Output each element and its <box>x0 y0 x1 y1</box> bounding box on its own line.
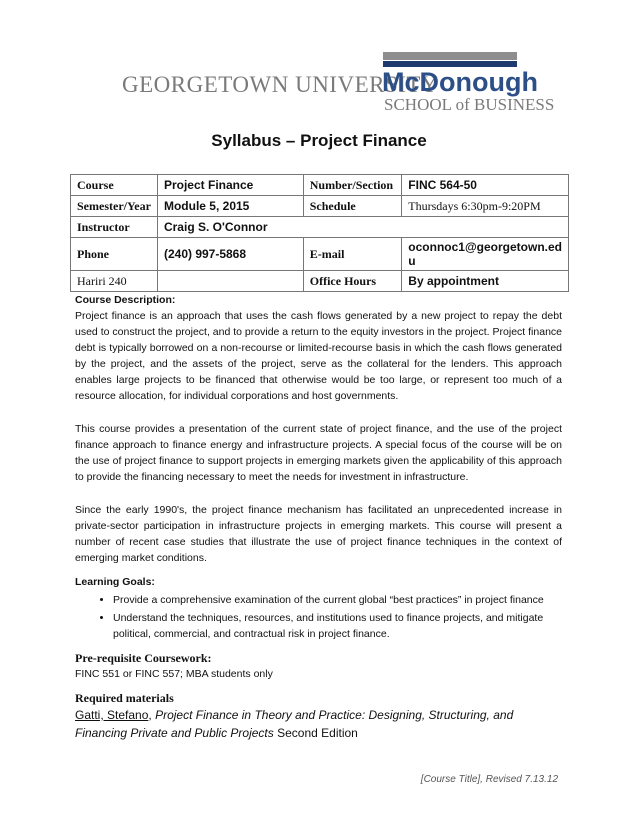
learning-goals-list <box>75 592 562 642</box>
list-item: • Understand the techniques, resources, and institutions used to finance projects, and mitigate political, commercial, and contractual risk in project finance. <box>113 610 562 642</box>
office-hours-value: By appointment <box>402 271 569 292</box>
phone-label: Phone <box>71 238 158 271</box>
book-edition: Second Edition <box>273 726 358 740</box>
syllabus-body <box>75 292 562 742</box>
empty-cell <box>402 217 569 238</box>
course-info-table <box>70 174 569 292</box>
office-location-value <box>157 271 303 292</box>
prerequisite-heading: Pre-requisite Coursework: <box>75 651 212 665</box>
course-description-heading: Course Description: <box>75 294 176 306</box>
book-separator: , <box>148 708 156 722</box>
number-section-value: FINC 564-50 <box>402 175 569 196</box>
list-item: • Provide a comprehensive examination of the current global “best practices” in project finance <box>113 592 562 608</box>
table-row <box>71 271 569 292</box>
instructor-label: Instructor <box>71 217 158 238</box>
empty-cell <box>303 217 402 238</box>
table-row <box>71 217 569 238</box>
prerequisite-text: FINC 551 or FINC 557; MBA students only <box>75 668 273 680</box>
instructor-value: Craig S. O'Connor <box>157 217 303 238</box>
description-paragraph: This course provides a presentation of the current state of project finance, and the use of the project finance approach to finance energy and infrastructure projects. A special focus of the course will be on the use of project finance to support projects in emerging markets given the applicability of this approach to provide the financing necessary to meet the needs for investment in infrastructure. <box>75 423 562 483</box>
schedule-value: Thursdays 6:30pm-9:20PM <box>402 196 569 217</box>
university-logo <box>122 67 555 114</box>
schedule-label: Schedule <box>303 196 402 217</box>
page-title: Syllabus – Project Finance <box>211 131 427 150</box>
table-row <box>71 196 569 217</box>
logo-school-name: McDonough <box>382 67 538 97</box>
email-value[interactable]: oconnoc1@georgetown.ed u <box>402 238 569 271</box>
book-title: Project Finance in Theory and Practice: Designing, Structuring, and Financing Private and Public Projects <box>75 708 514 740</box>
header-rule <box>383 52 517 67</box>
email-label: E-mail <box>303 238 402 271</box>
required-materials-heading: Required materials <box>75 691 174 705</box>
phone-value: (240) 997-5868 <box>157 238 303 271</box>
semester-label: Semester/Year <box>71 196 158 217</box>
table-row <box>71 175 569 196</box>
number-section-label: Number/Section <box>303 175 402 196</box>
learning-goals-heading: Learning Goals: <box>75 576 155 588</box>
table-row <box>71 238 569 271</box>
description-paragraph: Project finance is an approach that uses the cash flows generated by a new project to repay the debt used to construct the project, and to provide a return to the equity investors in the project. Project finance debt is typically borrowed on a non-recourse or limited-recourse basis in which the cash flows generated by the project, and the assets of the project, serve as the collateral for the lenders. This approach enables large projects to be financed that otherwise would be too large, or represent too much of a resource allocation, for individual corporations and host governments. <box>75 310 562 402</box>
description-paragraph: Since the early 1990's, the project finance mechanism has facilitated an unprecedented increase in private-sector participation in infrastructure projects in emerging markets. This course will present a number of recent case studies that illustrate the use of project finance techniques in the context of emerging market conditions. <box>75 504 562 564</box>
course-label: Course <box>71 175 158 196</box>
header-rule-grey <box>383 52 517 60</box>
logo-university-name: GEORGETOWN UNIVERSITY <box>122 72 439 97</box>
office-location: Hariri 240 <box>71 271 158 292</box>
required-book <box>75 706 562 742</box>
page-footer: [Course Title], Revised 7.13.12 <box>420 774 558 785</box>
office-hours-label: Office Hours <box>303 271 402 292</box>
logo-school-subtitle: SCHOOL of BUSINESS <box>384 95 555 114</box>
course-value: Project Finance <box>157 175 303 196</box>
semester-value: Module 5, 2015 <box>157 196 303 217</box>
book-author: Gatti, Stefano <box>75 708 149 722</box>
